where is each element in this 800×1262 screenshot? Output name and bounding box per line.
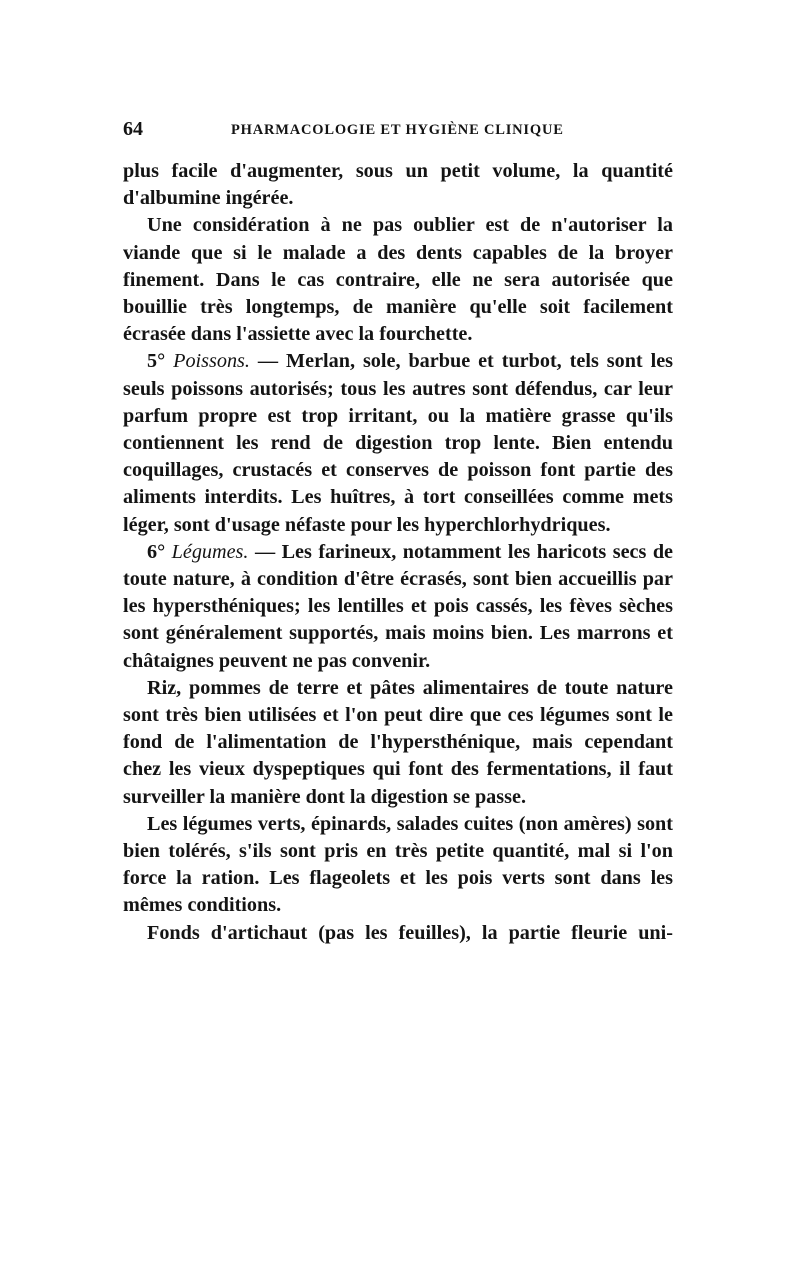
paragraph-text: Riz, pommes de terre et pâtes alimentaires de toute nature sont très bien utilisées et l'on peut dire que ces légumes sont le fond de l'alimentation de l'hypersthénique, mais cependant chez les vieux dyspeptiques qui font des fermentations, il faut surveiller la manière dont la digestion se passe.: [123, 676, 673, 808]
book-page: [123, 118, 673, 947]
section-number: 5°: [147, 350, 166, 373]
paragraph-albumine: [123, 158, 673, 212]
section-heading-poissons: Poissons.: [173, 350, 250, 373]
running-title: PHARMACOLOGIE ET HYGIÈNE CLINIQUE: [231, 122, 564, 138]
paragraph-text: — Les farineux, notamment les haricots secs de toute nature, à condition d'être écrasés, sont bien accueillis par les hypersthéniques; les lentilles et pois cassés, les fèves sèches sont généralement supportés, mais moins bien. Les marrons et châtaignes peuvent ne pas convenir.: [123, 540, 674, 672]
paragraph-text: Une considération à ne pas oublier est de n'autoriser la viande que si le malade a des dents capables de la broyer finement. Dans le cas contraire, elle ne sera autorisée que bouillie très longtemps, de manière qu'elle soit facilement écrasée dans l'assiette avec la fourchette.: [123, 214, 673, 346]
paragraph-text: — Merlan, sole, barbue et turbot, tels sont les seuls poissons autorisés; tous les autres sont défendus, car leur parfum propre est trop irritant, ou la matière grasse qu'ils contiennent les rend de digestion trop lente. Bien entendu coquillages, crustacés et conserves de poisson font partie des aliments interdits. Les huîtres, à tort conseillées comme mets léger, sont d'usage néfaste pour les hyperchlorhydriques.: [123, 350, 674, 536]
paragraph-poissons: [123, 348, 673, 538]
paragraph-text: Les légumes verts, épinards, salades cuites (non amères) sont bien tolérés, s'ils sont pris en très petite quantité, mal si l'on force la ration. Les flageolets et les pois verts sont dans les mêmes conditions.: [123, 812, 673, 917]
paragraph-artichaut: [123, 920, 673, 947]
page-number: 64: [123, 118, 143, 140]
section-number: 6°: [147, 540, 166, 563]
body-text: [123, 158, 673, 947]
paragraph-legumes: [123, 539, 673, 675]
paragraph-text: Fonds d'artichaut (pas les feuilles), la partie fleurie uni-: [147, 921, 673, 944]
paragraph-viande: [123, 212, 673, 348]
section-heading-legumes: Légumes.: [171, 540, 249, 563]
paragraph-text: plus facile d'augmenter, sous un petit volume, la quantité d'albumine ingérée.: [123, 160, 673, 210]
paragraph-legumes-verts: [123, 811, 673, 920]
paragraph-riz: [123, 675, 673, 811]
running-header: [123, 118, 673, 148]
